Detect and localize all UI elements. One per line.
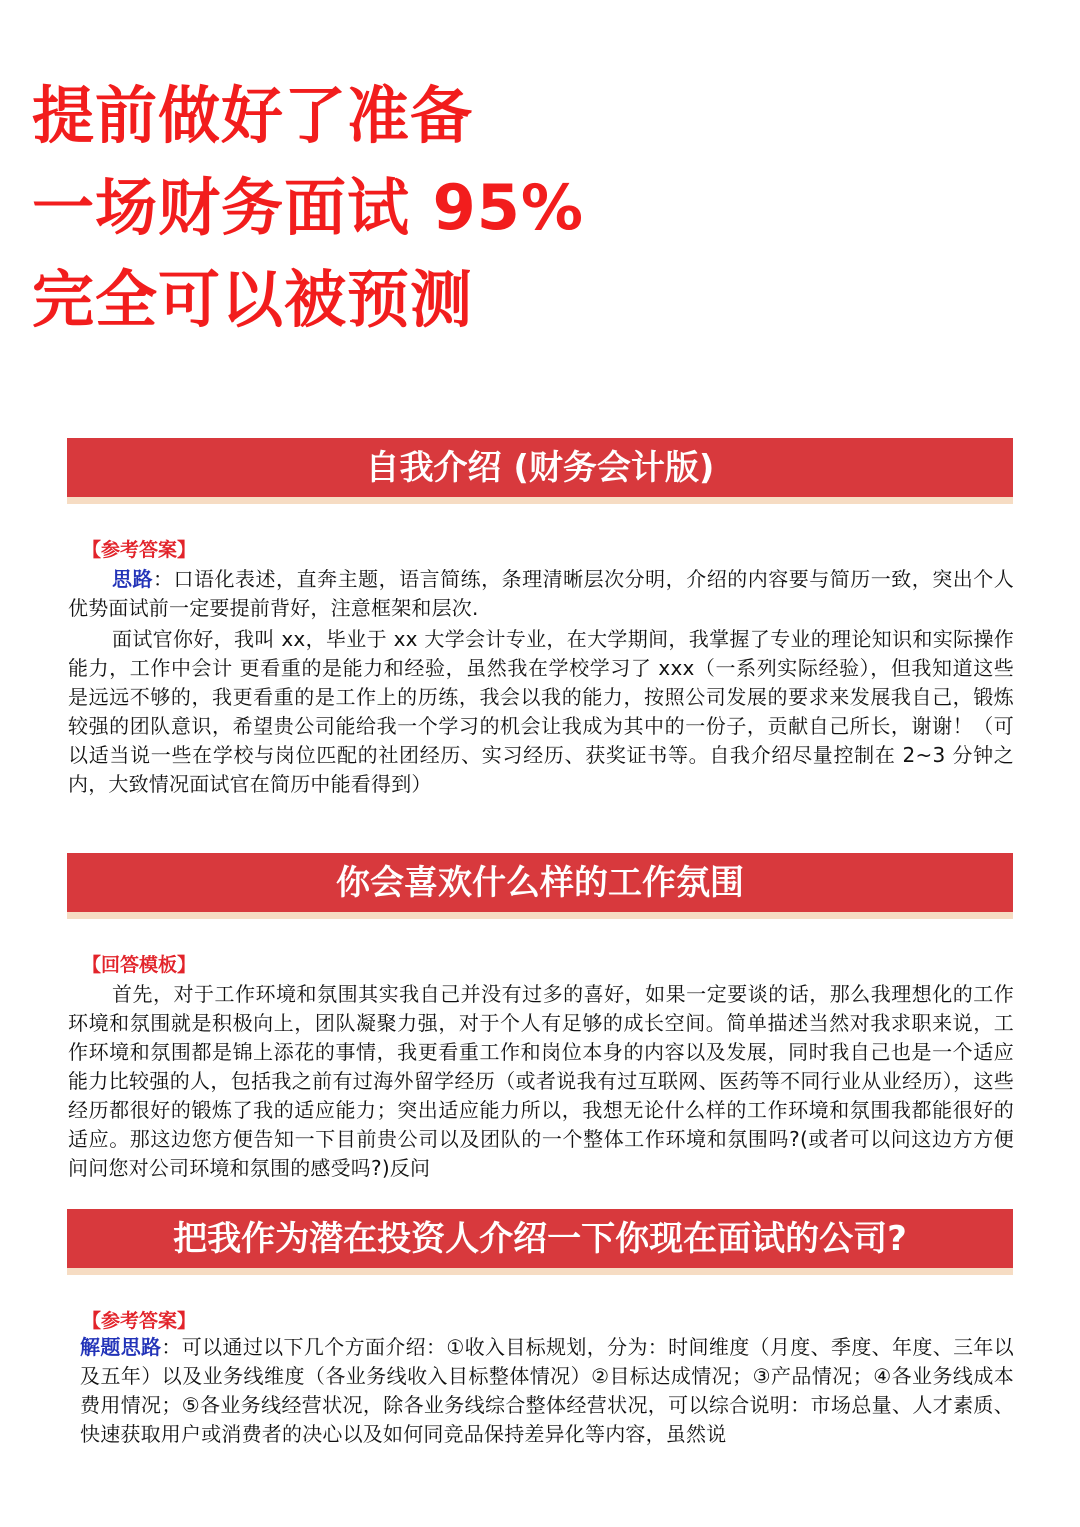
hero-headline: [32, 70, 584, 346]
section-banner-self-intro: 自我介绍 (财务会计版): [67, 438, 1013, 504]
section-banner-investor-intro: 把我作为潜在投资人介绍一下你现在面试的公司?: [67, 1209, 1013, 1275]
hero-line-3: 完全可以被预测: [32, 263, 474, 336]
section-banner-work-atmosphere: 你会喜欢什么样的工作氛围: [67, 853, 1013, 919]
approach-text: ：口语化表述，直奔主题，语言简练，条理清晰层次分明，介绍的内容要与简历一致，突出个人优势面试前一定要提前背好，注意框架和层次.: [68, 567, 1014, 620]
approach-label: 思路: [112, 567, 154, 591]
investor-intro-approach: [80, 1333, 1014, 1449]
solution-approach-text: ：可以通过以下几个方面介绍：①收入目标规划，分为：时间维度（月度、季度、年度、三年以及五年）以及业务线维度（各业务线收入目标整体情况）②目标达成情况；③产品情况；④各业务线成本费用情况；⑤各业务线经营状况，除各业务线综合整体经营状况，可以综合说明：市场总量、人才素质、快速获取用户或消费者的决心以及如何同竞品保持差异化等内容，虽然说: [80, 1335, 1014, 1446]
work-atmosphere-answer: 首先，对于工作环境和氛围其实我自己并没有过多的喜好，如果一定要谈的话，那么我理想化的工作环境和氛围就是积极向上，团队凝聚力强，对于个人有足够的成长空间。简单描述当然对我求职来说，工作环境和氛围都是锦上添花的事情，我更看重工作和岗位本身的内容以及发展，同时我自己也是一个适应能力比较强的人，包括我之前有过海外留学经历（或者说我有过互联网、医药等不同行业从业经历），这些经历都很好的锻炼了我的适应能力；突出适应能力所以，我想无论什么样的工作环境和氛围我都能很好的适应。那这边您方便告知一下目前贵公司以及团队的一个整体工作环境和氛围吗?(或者可以问这边方方便问问您对公司环境和氛围的感受吗?)反问: [68, 982, 1014, 1180]
reference-answer-tag-2: 【参考答案】: [82, 1310, 197, 1332]
reference-answer-tag: 【参考答案】: [82, 539, 197, 561]
answer-template-tag: 【回答模板】: [82, 954, 197, 976]
hero-line-1: 提前做好了准备: [32, 79, 474, 152]
hero-line-2: 一场财务面试 95%: [32, 171, 584, 244]
self-intro-sample: 面试官你好，我叫 xx，毕业于 xx 大学会计专业，在大学期间，我掌握了专业的理论知识和实际操作能力，工作中会计 更看重的是能力和经验，虽然我在学校学习了 xxx（一系列实际经验），但我知道这些是远远不够的，我更看重的是工作上的历练，我会以我的能力，按照公司发展的要求来发展我自己，锻炼较强的团队意识，希望贵公司能给我一个学习的机会让我成为其中的一份子，贡献自己所长，谢谢！（可以适当说一些在学校与岗位匹配的社团经历、实习经历、获奖证书等。自我介绍尽量控制在 2~3 分钟之内，大致情况面试官在简历中能看得到）: [68, 627, 1014, 796]
solution-approach-label: 解题思路: [80, 1335, 162, 1359]
self-intro-approach: [68, 565, 1014, 623]
